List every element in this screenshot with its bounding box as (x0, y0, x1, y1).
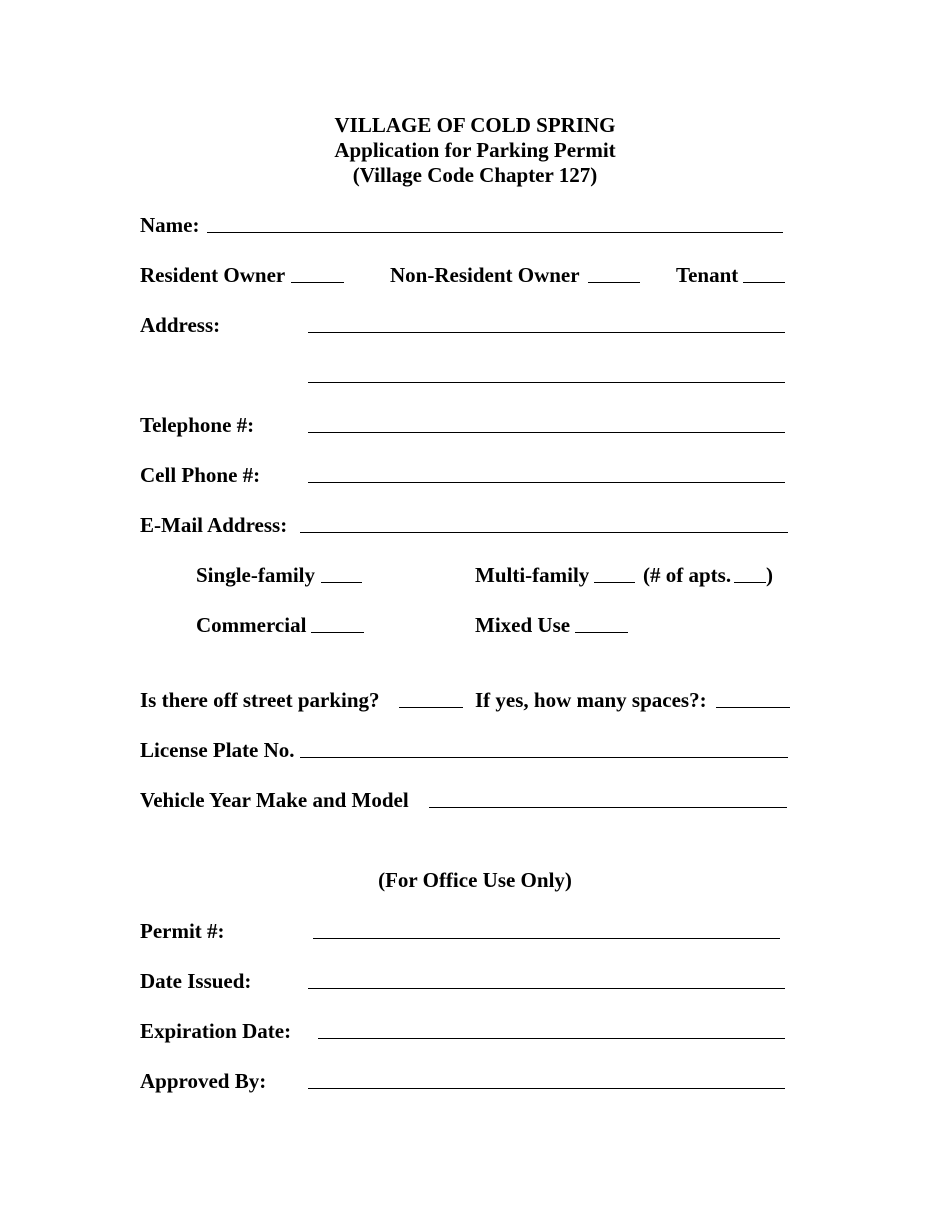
telephone-field[interactable] (308, 432, 785, 433)
non-resident-owner-blank[interactable] (588, 282, 640, 283)
apts-count-close: ) (766, 563, 773, 587)
approved-by-field[interactable] (308, 1088, 785, 1089)
mixed-use-label: Mixed Use (475, 613, 571, 637)
address-line-1[interactable] (308, 332, 785, 333)
vehicle-field[interactable] (429, 807, 787, 808)
commercial-blank[interactable] (311, 632, 364, 633)
email-field[interactable] (300, 532, 788, 533)
resident-owner-label: Resident Owner (140, 263, 286, 287)
multi-family-blank[interactable] (594, 582, 635, 583)
spaces-blank[interactable] (716, 707, 790, 708)
name-label: Name: (140, 213, 200, 237)
offstreet-parking-blank[interactable] (399, 707, 463, 708)
approved-by-label: Approved By: (140, 1069, 267, 1093)
apts-count-blank[interactable] (734, 582, 766, 583)
expiration-date-field[interactable] (318, 1038, 785, 1039)
form-title: VILLAGE OF COLD SPRING (334, 113, 616, 137)
form-code-reference: (Village Code Chapter 127) (352, 163, 598, 187)
form-subtitle: Application for Parking Permit (334, 138, 616, 162)
address-label: Address: (140, 313, 221, 337)
date-issued-field[interactable] (308, 988, 785, 989)
telephone-label: Telephone #: (140, 413, 255, 437)
expiration-date-label: Expiration Date: (140, 1019, 292, 1043)
permit-number-label: Permit #: (140, 919, 225, 943)
spaces-question: If yes, how many spaces?: (475, 688, 707, 712)
address-line-2[interactable] (308, 382, 785, 383)
offstreet-parking-question: Is there off street parking? (140, 688, 380, 712)
license-plate-field[interactable] (300, 757, 788, 758)
mixed-use-blank[interactable] (575, 632, 628, 633)
commercial-label: Commercial (196, 613, 307, 637)
resident-owner-blank[interactable] (291, 282, 344, 283)
name-field[interactable] (207, 232, 783, 233)
date-issued-label: Date Issued: (140, 969, 252, 993)
cell-phone-field[interactable] (308, 482, 785, 483)
permit-number-field[interactable] (313, 938, 780, 939)
single-family-label: Single-family (196, 563, 315, 587)
email-label: E-Mail Address: (140, 513, 288, 537)
non-resident-owner-label: Non-Resident Owner (390, 263, 580, 287)
office-use-heading: (For Office Use Only) (378, 868, 572, 892)
tenant-blank[interactable] (743, 282, 785, 283)
apts-count-label: (# of apts. (643, 563, 732, 587)
tenant-label: Tenant (676, 263, 739, 287)
license-plate-label: License Plate No. (140, 738, 295, 762)
multi-family-label: Multi-family (475, 563, 590, 587)
cell-phone-label: Cell Phone #: (140, 463, 261, 487)
single-family-blank[interactable] (321, 582, 362, 583)
vehicle-label: Vehicle Year Make and Model (140, 788, 409, 812)
